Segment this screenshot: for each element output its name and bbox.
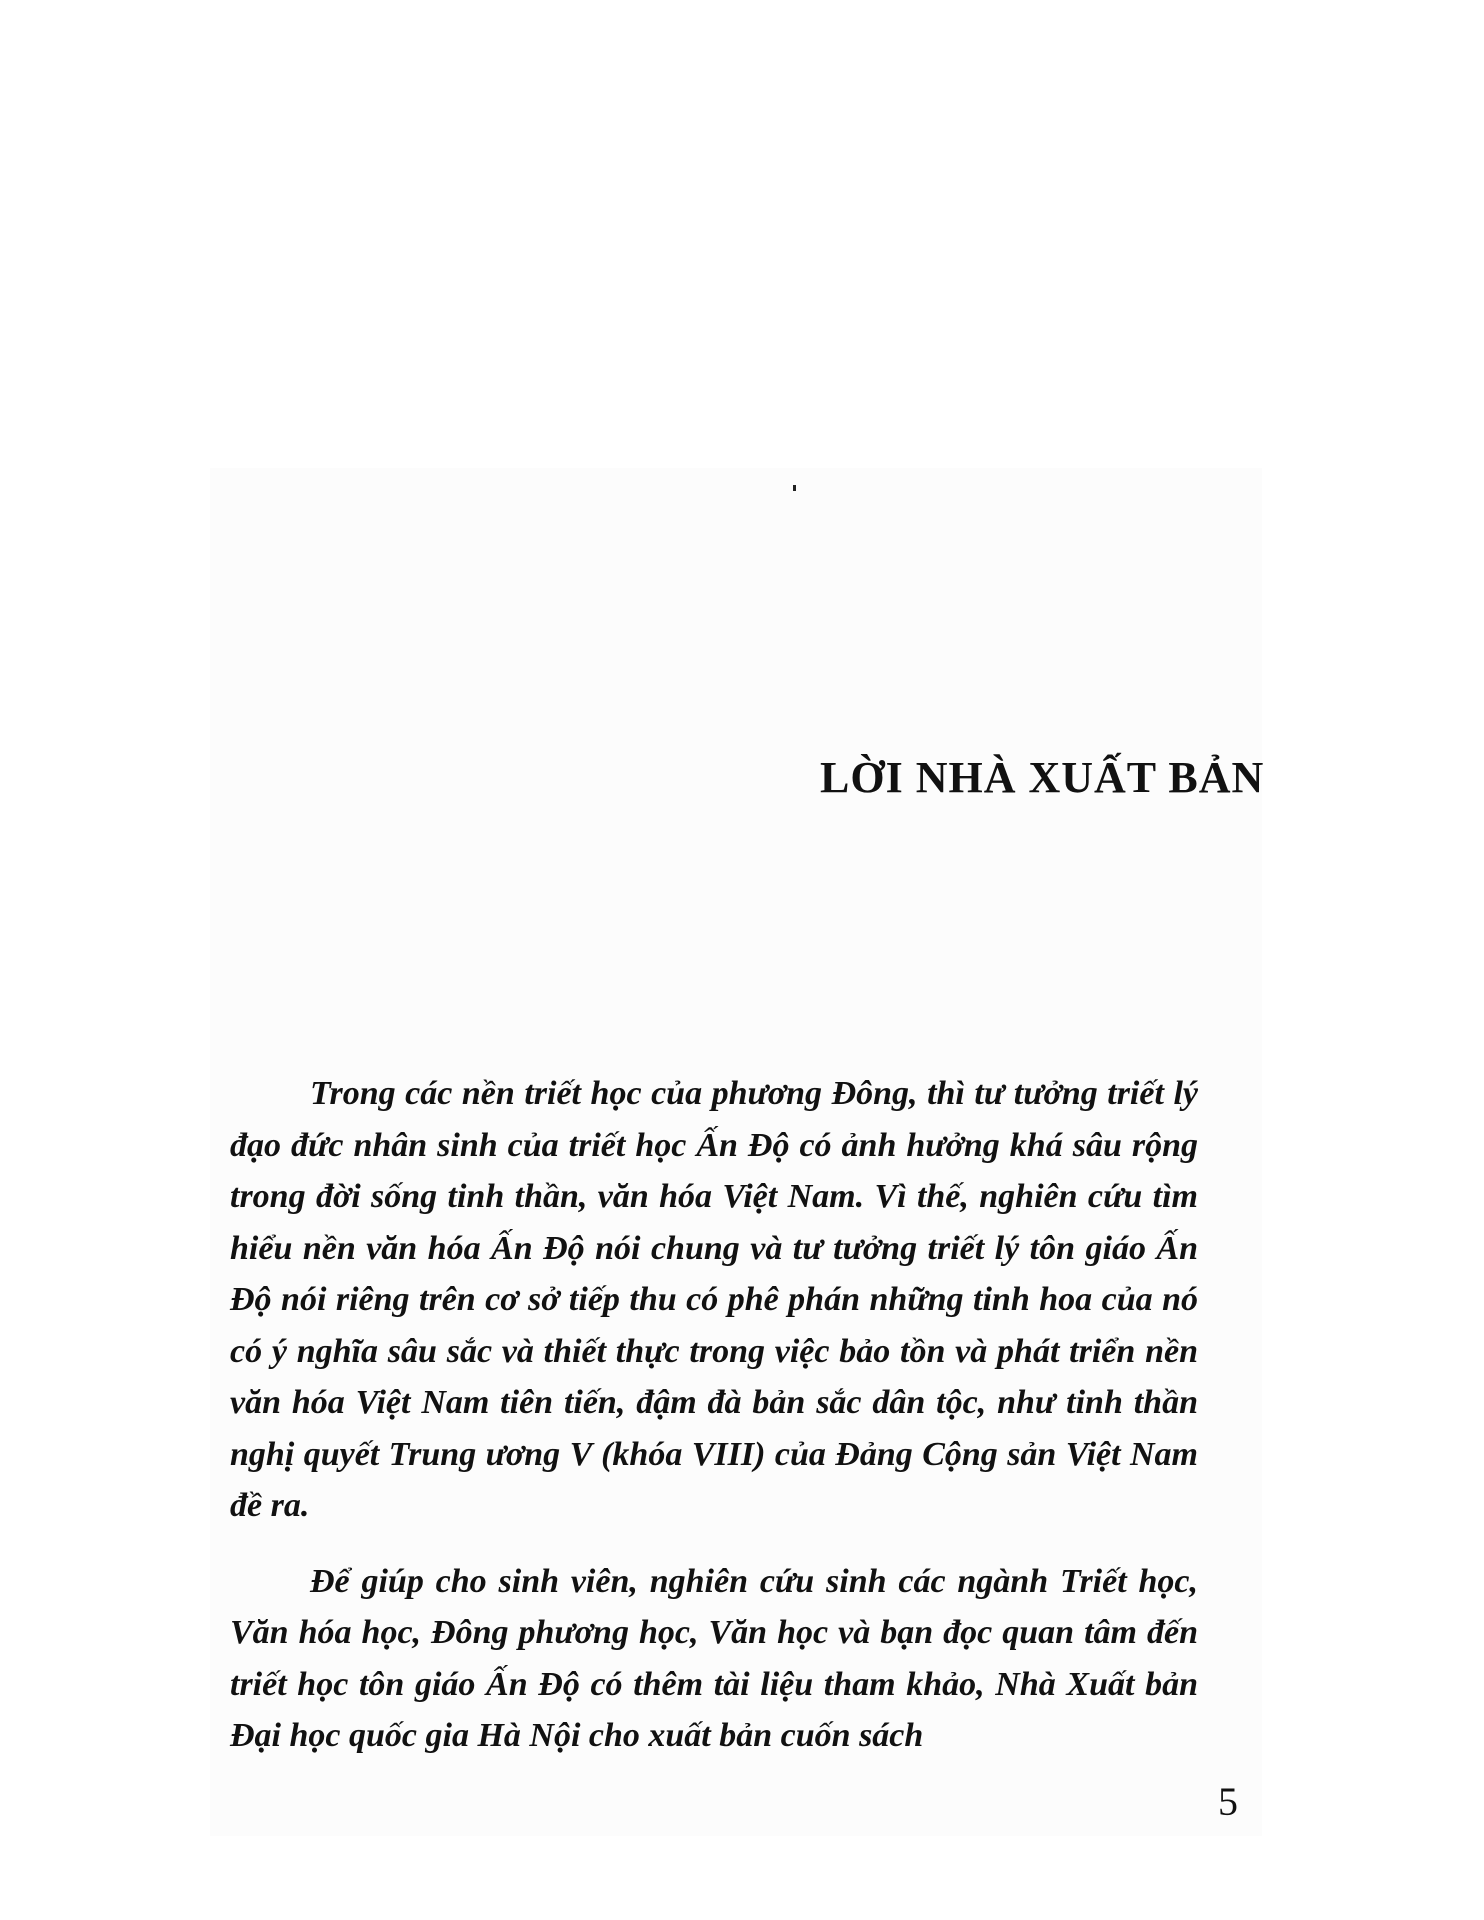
scan-speck	[793, 485, 796, 491]
paragraph-1: Trong các nền triết học của phương Đông, thì tư tưởng triết lý đạo đức nhân sinh của triết học Ấn Độ có ảnh hưởng khá sâu rộng trong đời sống tinh thần, văn hóa Việt Nam. Vì thế, nghiên cứu tìm hiểu nền văn hóa Ấn Độ nói chung và tư tưởng triết lý tôn giáo Ấn Độ nói riêng trên cơ sở tiếp thu có phê phán những tinh hoa của nó có ý nghĩa sâu sắc và thiết thực trong việc bảo tồn và phát triển nền văn hóa Việt Nam tiên tiến, đậm đà bản sắc dân tộc, như tinh thần nghị quyết Trung ương V (khóa VIII) của Đảng Cộng sản Việt Nam đề ra.	[230, 1075, 1198, 1524]
paragraph-2: Để giúp cho sinh viên, nghiên cứu sinh các ngành Triết học, Văn hóa học, Đông phương học, Văn học và bạn đọc quan tâm đến triết học tôn giáo Ấn Độ có thêm tài liệu tham khảo, Nhà Xuất bản Đại học quốc gia Hà Nội cho xuất bản cuốn sách	[230, 1562, 1198, 1754]
page-number: 5	[1218, 1779, 1238, 1824]
body-text	[230, 1068, 1198, 1762]
page-heading: LỜI NHÀ XUẤT BẢN	[820, 753, 1265, 802]
